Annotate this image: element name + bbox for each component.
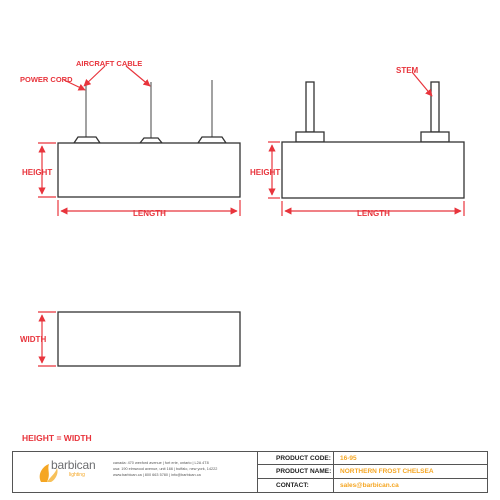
cable-view — [20, 59, 240, 218]
fixture-body-cable — [58, 143, 240, 197]
contact-row — [258, 479, 487, 492]
aircraft-cable-leader — [126, 66, 150, 86]
height-label-right: HEIGHT — [250, 168, 281, 177]
company-address — [113, 460, 253, 478]
logo-subtitle: lighting — [69, 472, 85, 478]
stem-base-right — [421, 132, 449, 142]
stem-label: STEM — [396, 66, 419, 75]
length-label-left: LENGTH — [133, 209, 166, 218]
stem-view — [250, 66, 464, 218]
contact-value[interactable]: sales@barbican.ca — [340, 481, 399, 489]
product-code-label: PRODUCT CODE: — [276, 455, 331, 462]
canopy-cap-right — [198, 137, 226, 143]
height-equals-width-note: HEIGHT = WIDTH — [22, 433, 92, 443]
address-line-canada: canada: 470 wexford avenue | fort erie, ontario | L2A 4T8 — [113, 461, 209, 465]
aircraft-cable-leader-2 — [84, 66, 105, 86]
canopy-cap-middle — [140, 138, 162, 143]
aircraft-cable-label: AIRCRAFT CABLE — [76, 59, 143, 68]
product-name-value: NORTHERN FROST CHELSEA — [340, 468, 434, 476]
title-block — [12, 451, 488, 493]
height-label-left: HEIGHT — [22, 168, 53, 177]
product-info — [258, 452, 487, 492]
power-cord-label: POWER CORD — [20, 75, 73, 84]
fixture-body-stem — [282, 142, 464, 198]
company-info — [13, 452, 258, 492]
fixture-plan — [58, 312, 240, 366]
canopy-cap-left — [74, 137, 100, 143]
product-code-row — [258, 452, 487, 465]
plan-view — [20, 312, 240, 366]
stem-left — [306, 82, 314, 132]
width-label: WIDTH — [20, 335, 47, 344]
stem-base-left — [296, 132, 324, 142]
stem-leader — [412, 72, 432, 96]
length-label-right: LENGTH — [357, 209, 390, 218]
address-line-web: www.barbican.ca | 800 663 5780 | info@barbican.ca — [113, 473, 201, 477]
product-name-row — [258, 465, 487, 478]
logo-text: barbican — [51, 458, 96, 472]
address-line-usa: usa: 190 elmwood avenue, unit 166 | buffalo, new york, 14222 — [113, 467, 218, 471]
stem-right — [431, 82, 439, 132]
product-code-value: 16-95 — [340, 455, 357, 462]
product-name-label: PRODUCT NAME: — [276, 468, 332, 476]
contact-label: CONTACT: — [276, 481, 309, 489]
